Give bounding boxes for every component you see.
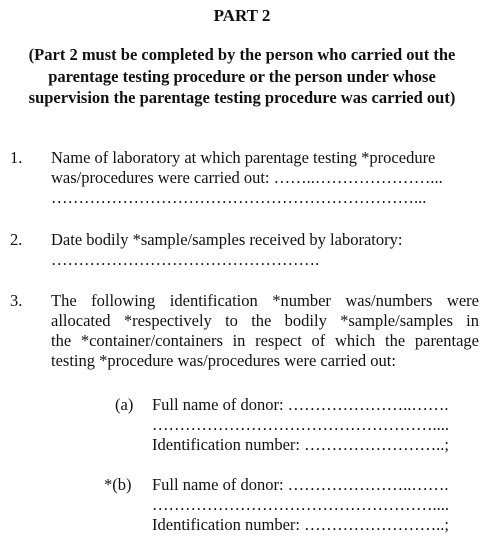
instruction-line: parentage testing procedure or the person under whose [48, 66, 436, 86]
donor-id-field: Identification number: ……………………..; [152, 515, 449, 534]
part-title: PART 2 [213, 6, 271, 25]
part-instructions [0, 44, 484, 109]
donor-id-field: Identification number: ……………………..; [152, 435, 449, 454]
instruction-line: supervision the parentage testing procedure was carried out) [28, 88, 456, 107]
donor-fields [152, 395, 479, 455]
item-text [51, 230, 479, 270]
donor-fields [152, 475, 479, 535]
item-line: testing *procedure was/procedures were carried out: [51, 351, 396, 370]
item-line: allocated *respectively to the bodily *sample/samples in [51, 311, 479, 330]
item-number: 2. [10, 230, 23, 249]
donor-name-field: Full name of donor: …………………..……. [152, 475, 449, 494]
blank-fill-line: …………………………………………….... [152, 495, 449, 514]
item-text [51, 291, 479, 371]
item-number: 1. [10, 148, 23, 167]
item-number: 3. [10, 291, 23, 310]
blank-fill-line: …………………………………………………………... [51, 188, 427, 207]
item-line: Name of laboratory at which parentage testing *procedure [51, 148, 436, 167]
item-line: was/procedures were carried out: ……..…………………... [51, 168, 443, 187]
donor-label: *(b) [104, 475, 132, 494]
item-line: The following identification *number was/numbers were [51, 291, 479, 310]
item-line: the *container/containers in respect of which the parentage [51, 331, 479, 350]
donor-name-field: Full name of donor: …………………..……. [152, 395, 449, 414]
item-line: Date bodily *sample/samples received by laboratory: [51, 230, 403, 249]
blank-fill-line: …………………………………………….... [152, 415, 449, 434]
blank-fill-line: …………………………………………. [51, 250, 320, 269]
item-text [51, 148, 479, 208]
instruction-line: (Part 2 must be completed by the person who carried out the [28, 45, 456, 64]
donor-label: (a) [115, 395, 134, 414]
